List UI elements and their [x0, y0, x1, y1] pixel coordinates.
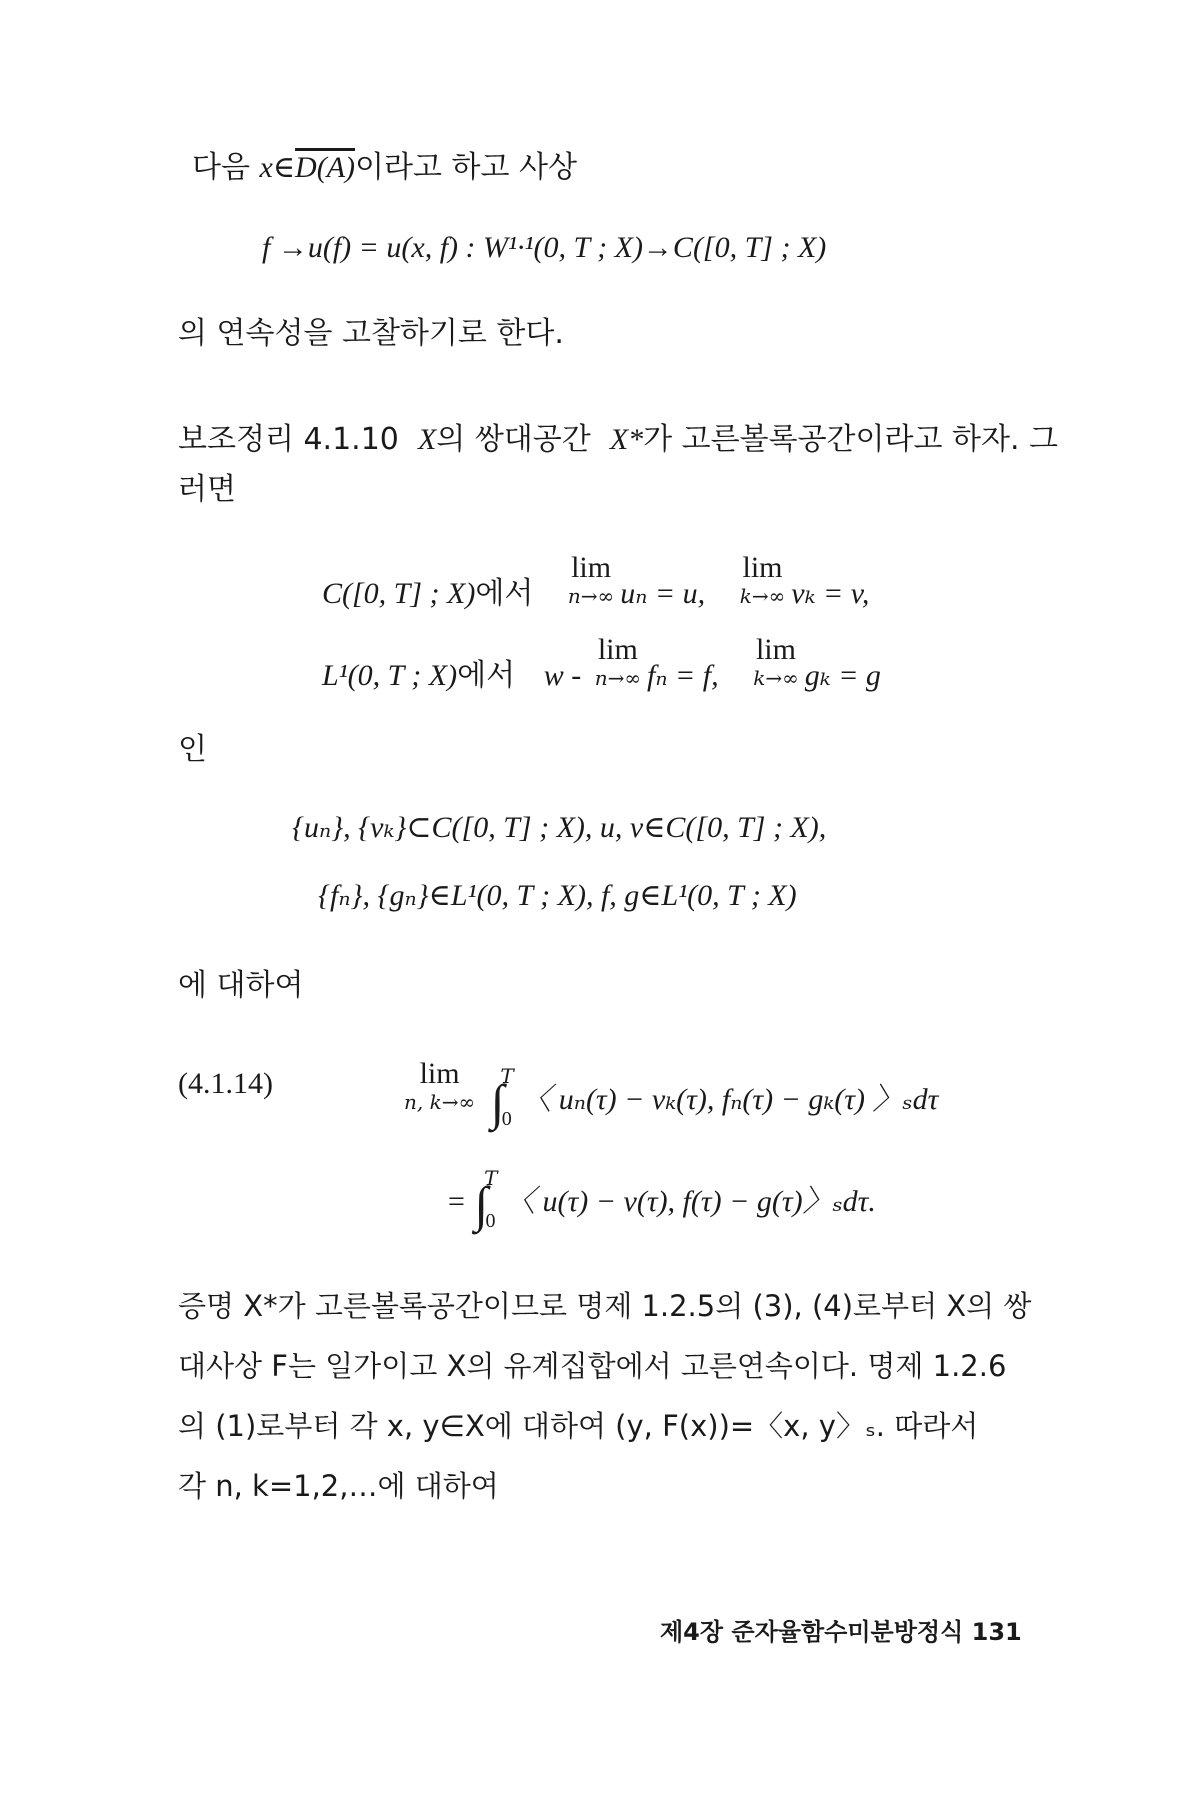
cond1-expr-1: uₙ = u,: [620, 577, 706, 610]
continuity-line: 의 연속성을 고찰하기로 한다.: [178, 316, 564, 351]
integral-sign-2: ∫: [474, 1176, 489, 1232]
proof-line-4: 각 n, k=1,2,…에 대하여: [178, 1469, 499, 1503]
eq2-lower: 0: [485, 1210, 496, 1232]
equation-4-1-14-line-2: [448, 1158, 876, 1241]
eq2-upper: T: [484, 1166, 498, 1190]
lemma-line-1: [178, 420, 1058, 460]
integral-sign-1: ∫: [490, 1074, 505, 1130]
cond2-lim-k: lim k→∞: [753, 633, 799, 690]
eq1-integrand: 〈 uₙ(τ) − vₖ(τ), fₙ(τ) − gₖ(τ) 〉ₛdτ: [521, 1083, 939, 1116]
lemma-text-b: 가 고른볼록공간이라고 하자. 그: [643, 422, 1059, 457]
cond2-space: L¹(0, T ; X): [322, 659, 458, 692]
proof-line-2: 대사상 F는 일가이고 X의 유계집합에서 고른연속이다. 명제 1.2.6: [178, 1349, 1007, 1383]
intro-text: 다음: [192, 150, 250, 185]
lemma-X: X: [417, 423, 437, 456]
closure-DA: D(A): [295, 151, 356, 184]
equation-4-1-14-line-1: [398, 1054, 938, 1139]
equation-label: (4.1.14): [178, 1067, 273, 1100]
about-line: 에 대하여: [178, 968, 304, 1003]
map-equation: f →u(f) = u(x, f) : W¹·¹(0, T ; X)→C([0, T] ; X): [262, 231, 827, 264]
cond1-lim-n: lim n→∞: [567, 551, 615, 608]
eq2-integrand: 〈 u(τ) − v(τ), f(τ) − g(τ)〉ₛdτ.: [505, 1185, 876, 1218]
page-footer: 제4장 준자율함수미분방정식 131: [660, 1618, 1022, 1646]
cond1-expr-2: vₖ = v,: [791, 577, 870, 610]
cond1-lim-k: lim k→∞: [739, 551, 786, 608]
intro-line: [192, 148, 577, 188]
in-word: 인: [178, 732, 207, 767]
intro-text-post: 이라고 하고 사상: [355, 150, 577, 185]
eq1-lower: 0: [501, 1108, 512, 1130]
cond2-expr-1: fₙ = f,: [647, 659, 719, 692]
cond2-lim-n: lim n→∞: [594, 633, 642, 690]
lemma-text-a: 의 쌍대공간: [436, 422, 591, 457]
condition-2: [322, 630, 881, 696]
cond1-space: C([0, T] ; X): [322, 577, 476, 610]
cond2-in: 에서: [457, 658, 516, 693]
condition-1: [322, 548, 869, 614]
eq1-lim: lim n, k→∞: [404, 1057, 476, 1114]
lemma-line-2: 러면: [178, 472, 236, 507]
cond1-in: 에서: [475, 576, 534, 611]
eq1-upper: T: [500, 1064, 514, 1088]
eq2-equals: =: [448, 1185, 465, 1218]
lemma-label: 보조정리 4.1.10: [178, 422, 399, 457]
cond2-weak: w -: [543, 659, 589, 692]
lemma-Xstar: X*: [609, 423, 644, 456]
set-line-1: {uₙ}, {vₖ}⊂C([0, T] ; X), u, v∈C([0, T] ; X),: [292, 811, 827, 844]
intro-math: x∈: [259, 151, 296, 184]
cond2-expr-2: gₖ = g: [804, 659, 881, 692]
set-line-2: {fₙ}, {gₙ}∈L¹(0, T ; X), f, g∈L¹(0, T ; X): [318, 879, 797, 912]
proof-line-1: 증명 X*가 고른볼록공간이므로 명제 1.2.5의 (3), (4)로부터 X의 쌍: [178, 1289, 1032, 1323]
proof-line-3: 의 (1)로부터 각 x, y∈X에 대하여 (y, F(x))=〈x, y〉ₛ. 따라서: [178, 1409, 979, 1443]
